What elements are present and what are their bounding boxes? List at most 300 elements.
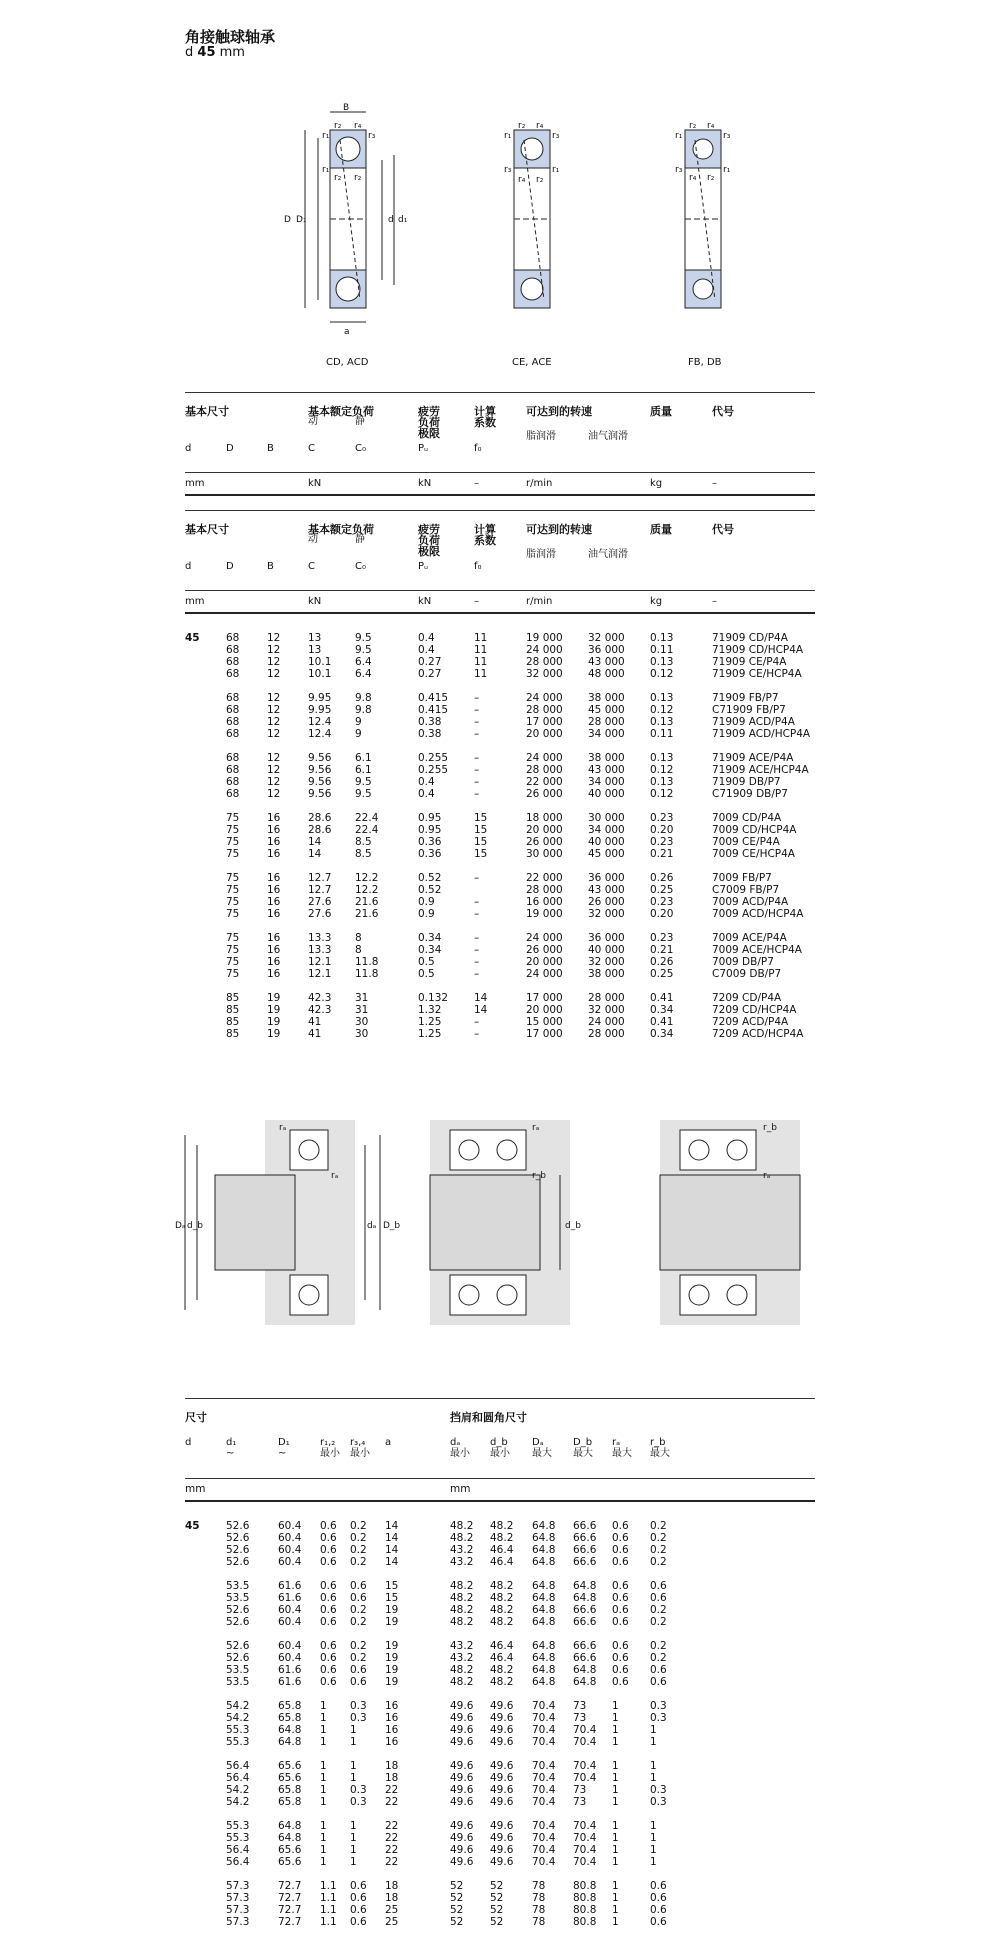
svg-text:r₃: r₃ <box>675 165 683 175</box>
table-row <box>185 716 815 728</box>
table2-cell: 49.6 <box>450 1820 474 1832</box>
table2-cell: 49.6 <box>450 1760 474 1772</box>
table-row <box>185 1676 815 1688</box>
table2-cell: 56.4 <box>226 1856 250 1868</box>
table1-cell: 0.4 <box>418 776 435 788</box>
table1-cell: 20 000 <box>526 824 563 836</box>
table2-cell: 43.2 <box>450 1556 474 1568</box>
table1-cell: 0.23 <box>650 836 674 848</box>
table2-cell: 16 <box>385 1724 399 1736</box>
t1-h-dynamic: 动 <box>308 534 318 545</box>
table2-cell: 0.2 <box>650 1532 667 1544</box>
table1-cell: 27.6 <box>308 896 332 908</box>
table1-cell: – <box>474 872 480 884</box>
table1-cell: 0.12 <box>650 764 674 776</box>
table2-cell: 0.6 <box>320 1664 337 1676</box>
table1-cell: 0.12 <box>650 788 674 800</box>
svg-text:r₁: r₁ <box>552 165 560 175</box>
table2-cell: 70.4 <box>532 1784 556 1796</box>
table2-cell: 14 <box>385 1544 399 1556</box>
t1-h-fatigue-3: 极限 <box>418 545 440 558</box>
group-gap <box>185 920 815 932</box>
table2-cell: 1 <box>350 1832 357 1844</box>
table1-cell: 75 <box>226 848 240 860</box>
table-row <box>185 644 815 656</box>
table2-d-value: 45 <box>185 1520 200 1532</box>
t2-col-D1: D₁ <box>278 1437 290 1448</box>
table2-cell: 60.4 <box>278 1652 302 1664</box>
table2-cell: 61.6 <box>278 1592 302 1604</box>
table1-cell: C7009 DB/P7 <box>712 968 782 980</box>
table2-cell: 54.2 <box>226 1784 250 1796</box>
table1-cell: 0.38 <box>418 716 442 728</box>
table1-cell: 24 000 <box>526 692 563 704</box>
table2-cell: 55.3 <box>226 1832 250 1844</box>
table2-cell: 48.2 <box>450 1616 474 1628</box>
table2-cell: 72.7 <box>278 1916 302 1928</box>
t1-unit-dash: – <box>474 596 479 607</box>
table1-cell: 0.12 <box>650 704 674 716</box>
group-gap <box>185 1628 815 1640</box>
table2-cell: 72.7 <box>278 1880 302 1892</box>
table1-cell: 11 <box>474 668 488 680</box>
table1-header-top-rule <box>185 510 815 511</box>
table-row <box>185 656 815 668</box>
table-row <box>185 956 815 968</box>
table2-cell: 56.4 <box>226 1844 250 1856</box>
table1-cell: 9.8 <box>355 704 372 716</box>
table1-cell: 19 <box>267 1004 281 1016</box>
table1-cell: 75 <box>226 872 240 884</box>
svg-text:r₃: r₃ <box>723 131 731 141</box>
svg-text:r₄: r₄ <box>536 121 544 131</box>
table2-cell: 64.8 <box>532 1664 556 1676</box>
table1-cell: 12.2 <box>355 872 379 884</box>
table2-cell: 66.6 <box>573 1652 597 1664</box>
table1-cell: 24 000 <box>526 932 563 944</box>
table1-cell: 75 <box>226 836 240 848</box>
t1-h-fatigue-2: 负荷 <box>418 416 440 429</box>
svg-text:r_b: r_b <box>763 1123 777 1133</box>
table1-cell: 26 000 <box>588 896 625 908</box>
table2-cell: 70.4 <box>532 1712 556 1724</box>
table1-cell: 12.4 <box>308 716 332 728</box>
svg-text:D₁: D₁ <box>296 215 307 225</box>
svg-text:rₐ: rₐ <box>331 1171 339 1181</box>
table1-cell: 15 <box>474 824 488 836</box>
t1-sym-f0: f₀ <box>474 561 482 572</box>
table2-cell: 0.6 <box>320 1616 337 1628</box>
table2-cell: 0.2 <box>350 1652 367 1664</box>
table2-cell: 55.3 <box>226 1736 250 1748</box>
table2-cell: 1 <box>650 1832 657 1844</box>
table1-cell: 0.95 <box>418 812 442 824</box>
table-row <box>185 932 815 944</box>
table1-units-top-rule <box>185 472 815 473</box>
table2-cell: 78 <box>532 1880 546 1892</box>
table2-cell: 1 <box>320 1844 327 1856</box>
table1-cell: 0.25 <box>650 968 674 980</box>
table1-cell: 15 000 <box>526 1016 563 1028</box>
table1-cell: 7009 ACD/P4A <box>712 896 789 908</box>
t1-unit-mm: mm <box>185 596 205 607</box>
table2-cell: 22 <box>385 1856 399 1868</box>
table2-cell: 64.8 <box>278 1724 302 1736</box>
table2-cell: 70.4 <box>532 1844 556 1856</box>
table1-cell: 12.1 <box>308 956 332 968</box>
table2-cell: 0.3 <box>650 1712 667 1724</box>
table1-cell: 38 000 <box>588 752 625 764</box>
table1-cell: 12.4 <box>308 728 332 740</box>
table1-cell: 30 000 <box>526 848 563 860</box>
table2-cell: 1 <box>612 1712 619 1724</box>
table2-cell: 25 <box>385 1916 399 1928</box>
table2-cell: 22 <box>385 1844 399 1856</box>
table-row <box>185 1772 815 1784</box>
table2-cell: 1.1 <box>320 1916 337 1928</box>
table1-cell: 22 000 <box>526 872 563 884</box>
table2-cell: 0.6 <box>612 1556 629 1568</box>
table2-cell: 0.6 <box>650 1580 667 1592</box>
t1-sym-C: C <box>308 443 315 454</box>
table1-cell: 0.27 <box>418 668 442 680</box>
svg-text:D_b: D_b <box>383 1221 401 1231</box>
table1-cell: 40 000 <box>588 788 625 800</box>
table2-cell: 48.2 <box>450 1532 474 1544</box>
table-row <box>185 1028 815 1040</box>
table1-cell: 11 <box>474 656 488 668</box>
table1-cell: 30 000 <box>588 812 625 824</box>
table1-cell: – <box>474 968 480 980</box>
table2-cell: 48.2 <box>490 1676 514 1688</box>
table1-cell: 16 <box>267 932 281 944</box>
svg-text:rₐ: rₐ <box>279 1123 287 1133</box>
table2-cell: 48.2 <box>450 1676 474 1688</box>
table2-cell: 49.6 <box>490 1736 514 1748</box>
table2-cell: 57.3 <box>226 1916 250 1928</box>
svg-text:r₁: r₁ <box>723 165 731 175</box>
table2-cell: 1 <box>350 1856 357 1868</box>
table2-cell: 52 <box>490 1880 504 1892</box>
table1-cell: 34 000 <box>588 728 625 740</box>
table2-cell: 49.6 <box>490 1772 514 1784</box>
table1-cell: 32 000 <box>588 1004 625 1016</box>
table2-cell: 19 <box>385 1676 399 1688</box>
table2-cell: 0.3 <box>350 1712 367 1724</box>
table2-cell: 1 <box>612 1700 619 1712</box>
table2-cell: 73 <box>573 1700 587 1712</box>
table1-cell: 7009 CD/HCP4A <box>712 824 797 836</box>
table1-cell: 6.4 <box>355 668 372 680</box>
table2-cell: 65.8 <box>278 1712 302 1724</box>
table1-cell: 12.2 <box>355 884 379 896</box>
table-row <box>185 824 815 836</box>
table2-cell: 61.6 <box>278 1580 302 1592</box>
table2-cell: 0.3 <box>350 1700 367 1712</box>
table2-cell: 1 <box>612 1856 619 1868</box>
table1-cell: 11 <box>474 644 488 656</box>
table1-cell: 38 000 <box>588 968 625 980</box>
svg-text:r₄: r₄ <box>354 121 362 131</box>
diagram-cd-acd <box>305 112 394 322</box>
svg-text:r₂: r₂ <box>707 173 715 183</box>
table1-cell: 30 <box>355 1028 369 1040</box>
table1-cell: 38 000 <box>588 692 625 704</box>
table-row <box>185 1592 815 1604</box>
group-gap <box>185 1568 815 1580</box>
table2-cell: 1 <box>612 1796 619 1808</box>
table2-top-rule <box>185 1398 815 1399</box>
svg-text:r₃: r₃ <box>504 165 512 175</box>
table2-cell: 66.6 <box>573 1616 597 1628</box>
table1-cell: 75 <box>226 884 240 896</box>
table1-cell: 75 <box>226 944 240 956</box>
table2-cell: 52 <box>490 1892 504 1904</box>
table2-cell: 49.6 <box>490 1844 514 1856</box>
table1-cell: 22 000 <box>526 776 563 788</box>
table1-cell: 68 <box>226 752 240 764</box>
table1-cell: C71909 FB/P7 <box>712 704 786 716</box>
t2-col-d1-sub: ~ <box>226 1448 235 1459</box>
table2-cell: 0.6 <box>612 1580 629 1592</box>
table2-cell: 0.3 <box>650 1700 667 1712</box>
table2-cell: 18 <box>385 1772 399 1784</box>
table1-cell: 12 <box>267 776 281 788</box>
table-row <box>185 1832 815 1844</box>
table2-cell: 66.6 <box>573 1556 597 1568</box>
table1-cell: – <box>474 944 480 956</box>
svg-text:r₂: r₂ <box>354 173 362 183</box>
svg-text:D: D <box>284 215 291 225</box>
mount-pair-b2b <box>430 1120 570 1325</box>
table2-cell: 1 <box>612 1724 619 1736</box>
t2-col-rb-sub: 最大 <box>650 1448 670 1459</box>
table1-cell: 13.3 <box>308 944 332 956</box>
table1-cell: 36 000 <box>588 872 625 884</box>
table2-cell: 73 <box>573 1796 587 1808</box>
t1-h-oil-air: 油气润滑 <box>588 431 628 442</box>
table2-cell: 52.6 <box>226 1544 250 1556</box>
table2-cell: 1 <box>650 1820 657 1832</box>
table1-cell: 9 <box>355 716 362 728</box>
table-row <box>185 1640 815 1652</box>
table1-cell: – <box>474 932 480 944</box>
table1-cell: 28 000 <box>526 764 563 776</box>
table1-cell: 16 <box>267 896 281 908</box>
diagram-fb-db <box>685 130 721 308</box>
table2-cell: 0.6 <box>650 1904 667 1916</box>
table1-cell: 6.1 <box>355 752 372 764</box>
table2-cell: 0.6 <box>320 1592 337 1604</box>
table1-units-bottom-rule <box>185 494 815 496</box>
svg-text:r₁: r₁ <box>675 131 683 141</box>
table2-cell: 49.6 <box>490 1784 514 1796</box>
table2-cell: 43.2 <box>450 1640 474 1652</box>
table1-cell: 0.36 <box>418 836 442 848</box>
table1-cell: 28 000 <box>588 992 625 1004</box>
table-row <box>185 1544 815 1556</box>
table2-cell: 1 <box>612 1904 619 1916</box>
table2-cell: 64.8 <box>532 1520 556 1532</box>
table2-cell: 48.2 <box>450 1604 474 1616</box>
table1-cell: 14 <box>474 1004 488 1016</box>
table2-cell: 0.2 <box>650 1604 667 1616</box>
table2-cell: 73 <box>573 1712 587 1724</box>
table2-cell: 0.2 <box>650 1640 667 1652</box>
table2-cell: 0.6 <box>350 1904 367 1916</box>
table1-cell: 45 000 <box>588 848 625 860</box>
table1-cell: 0.26 <box>650 956 674 968</box>
table1-cell: 11.8 <box>355 956 379 968</box>
table2-cell: 64.8 <box>532 1592 556 1604</box>
table1-cell: 16 <box>267 812 281 824</box>
table1-cell: 24 000 <box>526 968 563 980</box>
table2-cell: 70.4 <box>573 1724 597 1736</box>
table1-cell: 71909 CE/P4A <box>712 656 787 668</box>
table2-cell: 80.8 <box>573 1904 597 1916</box>
t1-h-fatigue-1: 疲劳 <box>418 523 440 536</box>
table2-cell: 0.3 <box>650 1796 667 1808</box>
table1-cell: 68 <box>226 716 240 728</box>
table1-cell: 9.56 <box>308 752 332 764</box>
table2-cell: 0.6 <box>612 1640 629 1652</box>
table2-cell: 0.6 <box>650 1676 667 1688</box>
table2-cell: 46.4 <box>490 1640 514 1652</box>
table1-cell: 75 <box>226 896 240 908</box>
t1-sym-B: B <box>267 443 274 454</box>
t2-col-Da-sub: 最大 <box>532 1448 552 1459</box>
table2-cell: 65.8 <box>278 1796 302 1808</box>
table-row <box>185 1556 815 1568</box>
table2-cell: 49.6 <box>490 1796 514 1808</box>
table1-cell: 12 <box>267 788 281 800</box>
table2-cell: 70.4 <box>573 1856 597 1868</box>
table1-cell: 16 <box>267 884 281 896</box>
table2-cell: 0.6 <box>320 1544 337 1556</box>
table2-cell: 48.2 <box>490 1520 514 1532</box>
table1-cell: 0.25 <box>650 884 674 896</box>
table-row <box>185 896 815 908</box>
table2-cell: 60.4 <box>278 1556 302 1568</box>
table2-cell: 16 <box>385 1712 399 1724</box>
table2-cell: 65.6 <box>278 1844 302 1856</box>
table1-cell: – <box>474 716 480 728</box>
table1-cell: 30 <box>355 1016 369 1028</box>
table2-cell: 53.5 <box>226 1664 250 1676</box>
table1-cell: 75 <box>226 908 240 920</box>
table2-cell: 0.6 <box>612 1604 629 1616</box>
bearing-section-diagrams <box>270 100 730 340</box>
table1-cell: 71909 DB/P7 <box>712 776 781 788</box>
table2-cell: 54.2 <box>226 1796 250 1808</box>
table2-cell: 52.6 <box>226 1532 250 1544</box>
t1-h-mass: 质量 <box>650 405 672 418</box>
t1-h-calc-2: 系数 <box>474 534 496 547</box>
table2-cell: 65.6 <box>278 1772 302 1784</box>
table1-cell: 17 000 <box>526 992 563 1004</box>
table2-cell: 70.4 <box>573 1844 597 1856</box>
table1-cell: 12 <box>267 728 281 740</box>
table1-cell: 0.5 <box>418 968 435 980</box>
table2-cell: 52 <box>450 1880 464 1892</box>
table2-cell: 48.2 <box>490 1592 514 1604</box>
table1-cell: 0.13 <box>650 632 674 644</box>
table2-cell: 70.4 <box>573 1820 597 1832</box>
group-gap <box>185 1748 815 1760</box>
table1-cell: 68 <box>226 776 240 788</box>
table1-cell: 42.3 <box>308 992 332 1004</box>
table1-cell: 8 <box>355 932 362 944</box>
t2-col-rb: r_b <box>650 1437 666 1448</box>
t1-sym-f0: f₀ <box>474 443 482 454</box>
t1-h-oil-air: 油气润滑 <box>588 549 628 560</box>
table2-cell: 64.8 <box>532 1676 556 1688</box>
table1-cell: 0.34 <box>418 944 442 956</box>
t1-sym-C0: C₀ <box>355 561 366 572</box>
table2-cell: 48.2 <box>450 1520 474 1532</box>
t1-sym-Pu: Pᵤ <box>418 561 429 572</box>
table1-cell: 19 <box>267 992 281 1004</box>
table1-cell: 32 000 <box>588 908 625 920</box>
table1-cell: 0.415 <box>418 704 449 716</box>
table1-cell: 13.3 <box>308 932 332 944</box>
t2-col-Db-sub: 最大 <box>573 1448 593 1459</box>
group-gap <box>185 860 815 872</box>
table-row <box>185 1892 815 1904</box>
svg-text:r₂: r₂ <box>518 121 526 131</box>
table2-cell: 48.2 <box>450 1580 474 1592</box>
t1-sym-D: D <box>226 561 234 572</box>
table1-cell: 11 <box>474 632 488 644</box>
table1-cell: 14 <box>474 992 488 1004</box>
table2-cell: 60.4 <box>278 1604 302 1616</box>
table2-cell: 1 <box>650 1772 657 1784</box>
svg-text:r₁: r₁ <box>322 165 330 175</box>
subtitle-unit: mm <box>219 45 245 60</box>
table1-cell: 16 <box>267 956 281 968</box>
table1-cell: 0.34 <box>650 1028 674 1040</box>
table1-cell: 71909 CE/HCP4A <box>712 668 802 680</box>
table1-cell: 0.41 <box>650 1016 674 1028</box>
table1-cell: 0.23 <box>650 932 674 944</box>
table1-cell: 34 000 <box>588 776 625 788</box>
table1-cell: 40 000 <box>588 944 625 956</box>
table1-cell: 68 <box>226 644 240 656</box>
table2-cell: 64.8 <box>573 1592 597 1604</box>
table2-cell: 65.8 <box>278 1700 302 1712</box>
table1-cell: 41 <box>308 1016 322 1028</box>
table2-cell: 46.4 <box>490 1544 514 1556</box>
mounting-diagrams <box>175 1120 805 1325</box>
table1-cell: 0.23 <box>650 896 674 908</box>
svg-text:r₄: r₄ <box>518 175 526 185</box>
subtitle-prefix: d <box>185 45 194 60</box>
t1-h-designation: 代号 <box>712 523 734 536</box>
t2-col-d1: d₁ <box>226 1437 237 1448</box>
table1-cell: 0.4 <box>418 788 435 800</box>
table1-cell: 8.5 <box>355 848 372 860</box>
table1-cell: 7009 ACD/HCP4A <box>712 908 804 920</box>
table1-cell: – <box>474 1016 480 1028</box>
t2-col-ra: rₐ <box>612 1437 621 1448</box>
table2-cell: 19 <box>385 1664 399 1676</box>
table1-cell: 0.255 <box>418 764 449 776</box>
table2-cell: 1 <box>612 1880 619 1892</box>
table2-cell: 66.6 <box>573 1640 597 1652</box>
table2-cell: 64.8 <box>532 1604 556 1616</box>
table1-cell: 1.32 <box>418 1004 442 1016</box>
t1-sym-C: C <box>308 561 315 572</box>
